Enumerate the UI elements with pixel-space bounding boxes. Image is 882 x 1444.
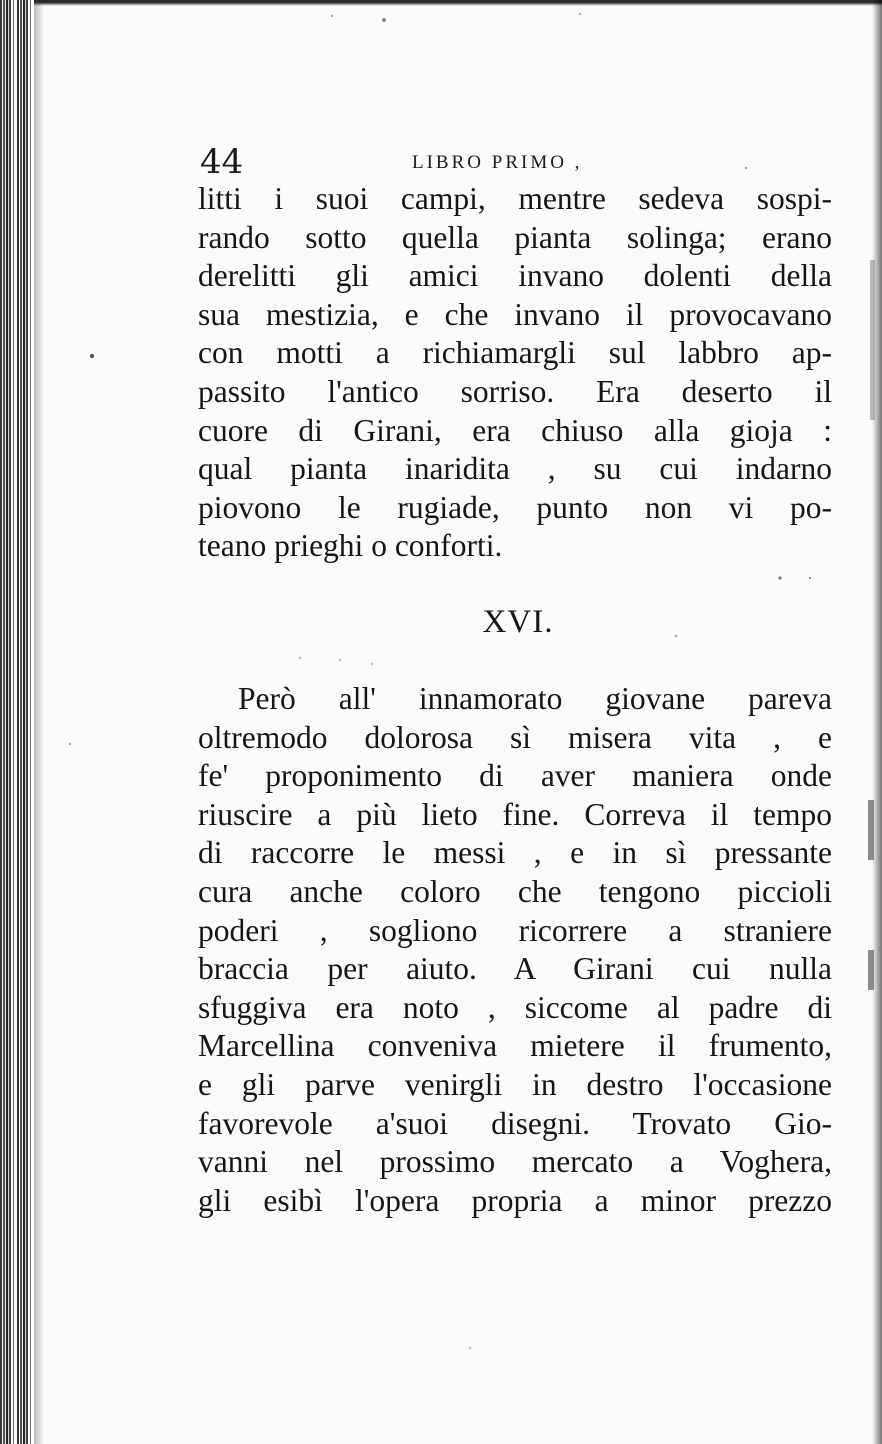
- text-line: cura anche coloro che tengono piccioli: [198, 873, 832, 909]
- text-line: litti i suoi campi, mentre sedeva sospi-: [198, 181, 832, 216]
- text-line: piovono le rugiade, punto non vi po-: [198, 489, 832, 525]
- binding-shadow: [34, 0, 44, 1444]
- page-number: 44: [200, 142, 244, 182]
- page-right-edge: [872, 0, 882, 1444]
- text-line: gli esibì l'opera propria a minor prezzo: [198, 1182, 832, 1218]
- text-line: vanni nel prossimo mercato a Voghera,: [198, 1144, 832, 1180]
- text-line: di raccorre le messi , e in sì pressante: [198, 835, 832, 871]
- text-line: sfuggiva era noto , siccome al padre di: [198, 989, 832, 1025]
- text-line: favorevole a'suoi disegni. Trovato Gio-: [198, 1105, 832, 1141]
- text-line: fe' proponimento di aver maniera onde: [198, 758, 832, 794]
- text-line: e gli parve venirgli in destro l'occasione: [198, 1066, 832, 1102]
- text-line: poderi , sogliono ricorrere a straniere: [198, 912, 832, 948]
- text-line: passito l'antico sorriso. Era deserto il: [198, 373, 832, 409]
- text-line: Però all' innamorato giovane pareva: [238, 681, 832, 716]
- text-line: qual pianta inaridita , su cui indarno: [198, 451, 832, 487]
- page-top-edge: [34, 0, 882, 6]
- text-line: con motti a richiamargli sul labbro ap-: [198, 335, 832, 371]
- running-head: LIBRO PRIMO ,: [412, 152, 583, 173]
- text-line: derelitti gli amici invano dolenti della: [198, 258, 832, 294]
- text-line: riuscire a più lieto fine. Correva il tempo: [198, 796, 832, 832]
- text-line: oltremodo dolorosa sì misera vita , e: [198, 719, 832, 755]
- book-binding-edge: [0, 0, 34, 1444]
- section-heading: XVI.: [482, 604, 554, 640]
- text-line: rando sotto quella pianta solinga; erano: [198, 219, 832, 255]
- paragraph-two: [198, 680, 832, 1220]
- paragraph-one: [198, 180, 832, 566]
- text-line: Marcellina conveniva mietere il frumento,: [198, 1028, 832, 1064]
- text-line: teano prieghi o conforti.: [198, 528, 503, 564]
- page-header: [200, 142, 840, 182]
- text-line: cuore di Girani, era chiuso alla gioja :: [198, 412, 832, 448]
- text-line: sua mestizia, e che invano il provocavano: [198, 296, 832, 332]
- text-line: braccia per aiuto. A Girani cui nulla: [198, 951, 832, 987]
